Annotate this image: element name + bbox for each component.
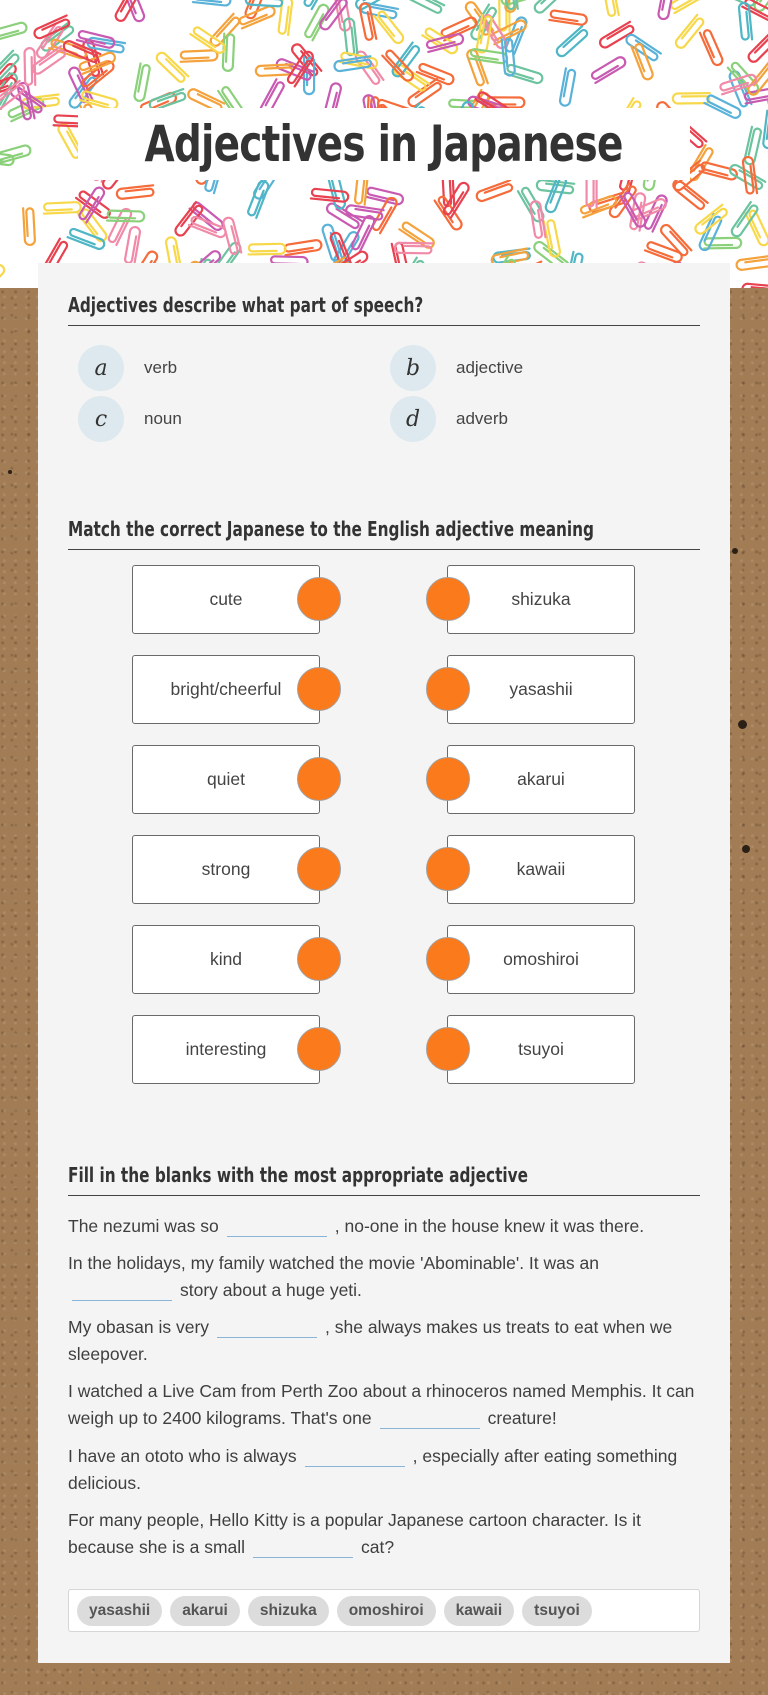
option-text: adverb [456, 409, 508, 428]
ink-splatter [742, 845, 750, 853]
blank-input[interactable] [305, 1447, 405, 1467]
paperclip-shape [0, 22, 28, 41]
question-3-text: Fill in the blanks with the most appropriate adjective [68, 1163, 528, 1187]
match-left-item[interactable]: strong [132, 835, 320, 904]
option-text: verb [144, 358, 178, 377]
fill-sentence [68, 1378, 704, 1432]
ink-splatter [8, 470, 12, 474]
paperclip-shape [23, 208, 35, 245]
match-right-connector[interactable] [426, 577, 470, 621]
word-chip[interactable]: shizuka [248, 1596, 329, 1626]
option-b[interactable] [390, 345, 523, 391]
sentence-text: , especially after eating something delicious. [68, 1446, 678, 1493]
question-2-title [68, 517, 700, 550]
word-chip[interactable]: omoshiroi [337, 1596, 436, 1626]
paperclip-shape [256, 64, 293, 76]
paperclip-shape [673, 180, 708, 211]
match-right-connector[interactable] [426, 847, 470, 891]
paperclip-shape [590, 55, 627, 83]
paperclip-shape [645, 241, 683, 263]
blank-input[interactable] [72, 1281, 172, 1301]
paperclip-shape [602, 0, 619, 17]
question-1-text: Adjectives describe what part of speech? [68, 293, 424, 317]
paperclip-shape [366, 187, 404, 205]
fill-sentence [68, 1250, 704, 1304]
paperclip-shape [173, 202, 204, 237]
paperclip-shape [746, 209, 768, 247]
sentence-text: For many people, Hello Kitty is a popular Japanese cartoon character. Is it because she is a small [68, 1510, 641, 1557]
paperclip-shape [284, 239, 322, 255]
word-bank [68, 1589, 700, 1632]
paperclip-shape [248, 244, 285, 255]
paperclip-shape [555, 26, 589, 58]
paperclip-shape [304, 3, 330, 40]
word-chip[interactable]: akarui [170, 1596, 240, 1626]
paperclip-shape [549, 10, 587, 25]
option-d[interactable] [390, 396, 508, 442]
paperclip-shape [407, 0, 445, 14]
question-3-title [68, 1163, 700, 1196]
paperclip-shape [155, 51, 189, 84]
match-right-connector[interactable] [426, 937, 470, 981]
paperclip-shape [475, 180, 513, 202]
sentence-text: The nezumi was so [68, 1216, 219, 1236]
option-letter: d [390, 396, 436, 442]
sentence-text: , no-one in the house knew it was there. [334, 1216, 645, 1236]
match-right-item[interactable]: omoshiroi [447, 925, 635, 994]
paperclip-shape [742, 283, 768, 288]
match-left-connector[interactable] [297, 1027, 341, 1071]
match-right-connector[interactable] [426, 667, 470, 711]
match-left-item[interactable]: interesting [132, 1015, 320, 1084]
match-left-item[interactable]: quiet [132, 745, 320, 814]
paperclip-shape [0, 263, 6, 288]
blank-input[interactable] [253, 1538, 353, 1558]
paperclip-shape [134, 64, 151, 102]
option-letter: b [390, 345, 436, 391]
match-left-connector[interactable] [297, 937, 341, 981]
paperclip-shape [670, 0, 707, 13]
word-chip[interactable]: yasashii [77, 1596, 162, 1626]
match-left-connector[interactable] [297, 847, 341, 891]
option-text: noun [144, 409, 182, 428]
paperclip-shape [559, 68, 576, 106]
match-right-item[interactable]: yasashii [447, 655, 635, 724]
sentence-text: creature! [487, 1408, 557, 1428]
match-left-connector[interactable] [297, 757, 341, 801]
paperclip-shape [114, 0, 141, 23]
page-title: Adjectives in Japanese [144, 115, 624, 173]
match-right-item[interactable]: tsuyoi [447, 1015, 635, 1084]
question-1-title [68, 293, 700, 326]
blank-input[interactable] [227, 1217, 327, 1237]
ink-splatter [738, 720, 747, 729]
fill-sentence [68, 1443, 704, 1497]
option-c[interactable] [78, 396, 182, 442]
sentence-text: cat? [361, 1537, 395, 1557]
option-letter: a [78, 345, 124, 391]
paperclip-shape [180, 50, 217, 62]
header-banner [0, 0, 768, 288]
match-left-connector[interactable] [297, 667, 341, 711]
word-chip[interactable]: tsuyoi [522, 1596, 592, 1626]
match-right-connector[interactable] [426, 1027, 470, 1071]
paperclip-shape [68, 228, 106, 251]
paperclip-shape [116, 185, 154, 199]
blank-input[interactable] [217, 1318, 317, 1338]
paperclip-shape [223, 34, 235, 71]
paperclip-shape [43, 202, 80, 214]
option-a[interactable] [78, 345, 177, 391]
fill-sentence [68, 1507, 704, 1561]
paperclip-shape [466, 48, 488, 86]
match-right-item[interactable]: shizuka [447, 565, 635, 634]
sentence-text: In the holidays, my family watched the movie 'Abominable'. It was an [68, 1253, 599, 1273]
blank-input[interactable] [380, 1409, 480, 1429]
sentence-text: , she always makes us treats to eat when we sleepover. [68, 1317, 673, 1364]
ink-splatter [732, 548, 738, 554]
option-letter: c [78, 396, 124, 442]
paperclip-shape [374, 10, 405, 45]
match-left-item[interactable]: cute [132, 565, 320, 634]
word-chip[interactable]: kawaii [444, 1596, 515, 1626]
fill-sentence [68, 1314, 704, 1368]
match-left-item[interactable]: bright/cheerful [132, 655, 320, 724]
sentence-text: story about a huge yeti. [180, 1280, 362, 1300]
paperclip-shape [736, 256, 768, 271]
match-right-item[interactable]: kawaii [447, 835, 635, 904]
sentence-text: I watched a Live Cam from Perth Zoo about a rhinoceros named Memphis. It can weigh up to 2400 kilograms. That's one [68, 1381, 695, 1428]
match-right-connector[interactable] [426, 757, 470, 801]
question-2-text: Match the correct Japanese to the English adjective meaning [68, 517, 595, 541]
worksheet [38, 263, 730, 1663]
paperclip-shape [700, 29, 724, 67]
option-text: adjective [456, 358, 524, 377]
match-left-connector[interactable] [297, 577, 341, 621]
paperclip-shape [124, 226, 140, 264]
sentence-text: I have an ototo who is always [68, 1446, 297, 1466]
fill-sentence [68, 1213, 704, 1240]
paperclip-shape [631, 43, 654, 81]
sentence-text: My obasan is very [68, 1317, 210, 1337]
match-left-item[interactable]: kind [132, 925, 320, 994]
match-right-item[interactable]: akarui [447, 745, 635, 814]
paperclip-shape [193, 0, 231, 6]
paperclip-shape [763, 111, 768, 149]
paperclip-shape [505, 64, 543, 84]
title-band [78, 108, 690, 180]
